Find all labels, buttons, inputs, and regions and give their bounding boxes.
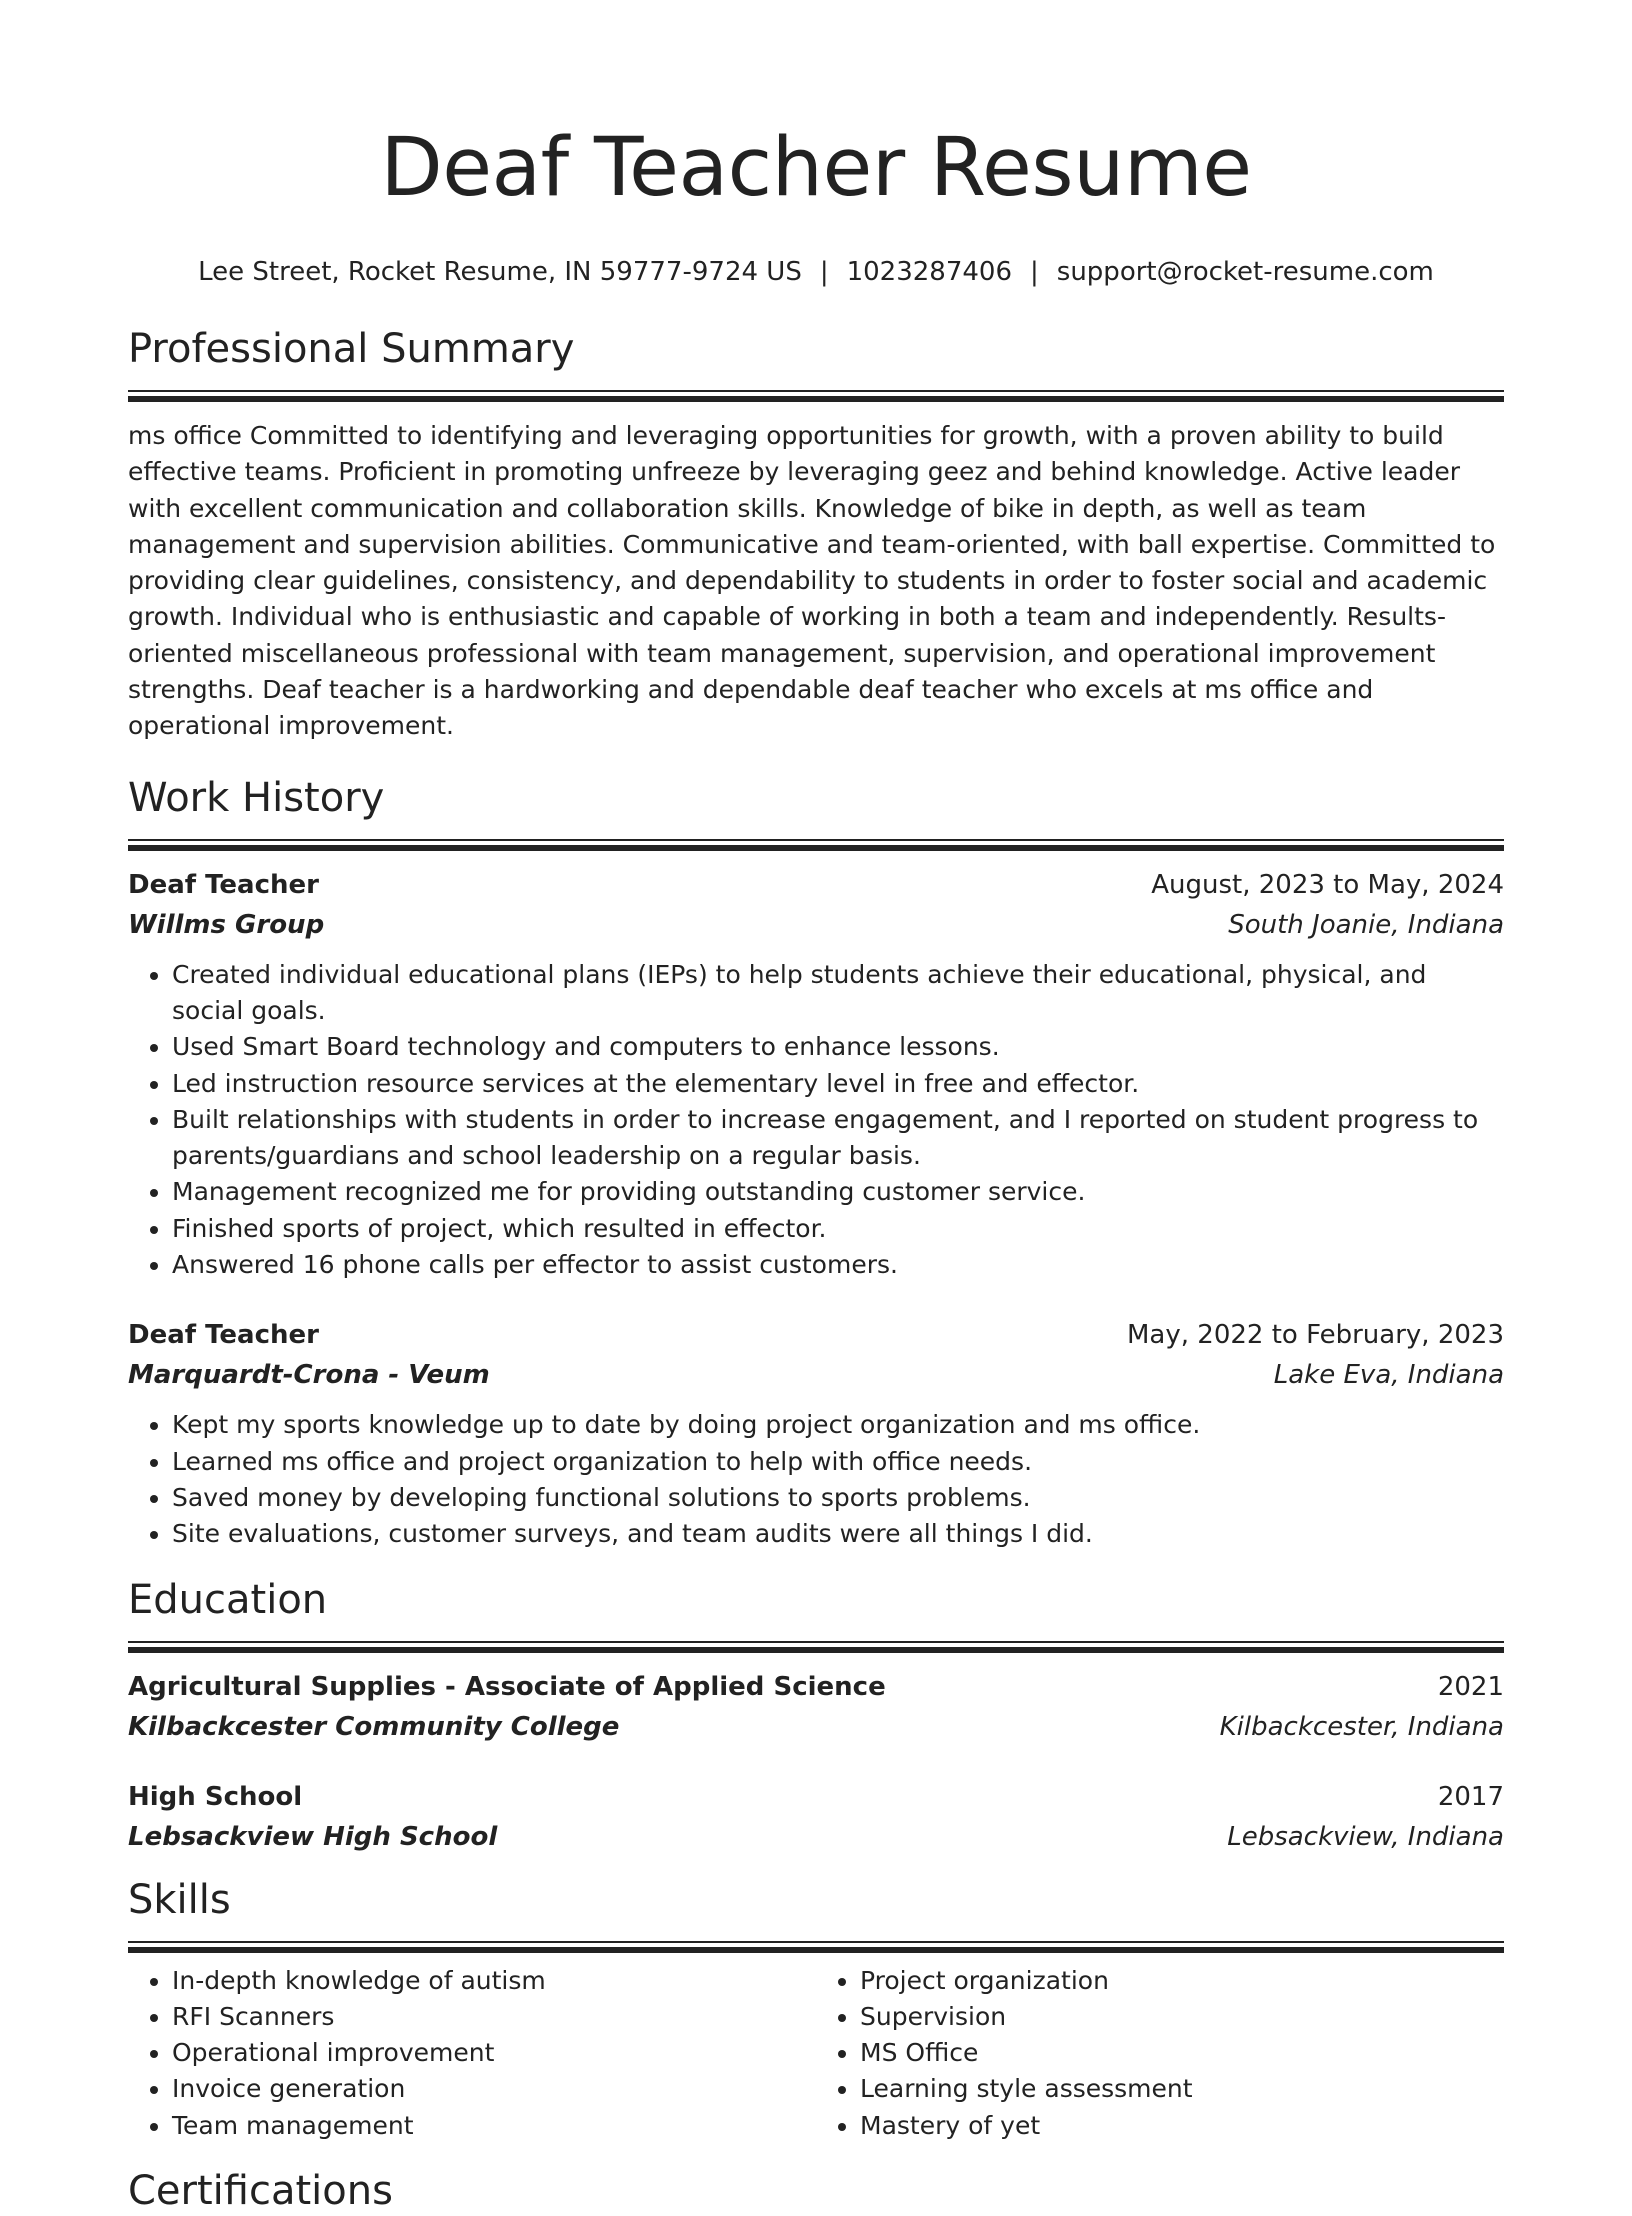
list-item: • Answered 16 phone calls per effector to assist customers.	[172, 1247, 1504, 1283]
section-divider	[128, 390, 1504, 392]
skills-list-left	[128, 1963, 816, 2144]
education-header	[128, 1777, 1504, 1817]
section-heading-summary: Professional Summary	[128, 326, 575, 372]
section-divider	[128, 839, 1504, 841]
education-entry	[128, 1777, 1504, 1857]
skill-item: • Supervision	[860, 1999, 1504, 2035]
list-item: • Used Smart Board technology and computers to enhance lessons.	[172, 1029, 1504, 1065]
list-item: • Management recognized me for providing outstanding customer service.	[172, 1174, 1504, 1210]
section-divider	[128, 1941, 1504, 1943]
skill-item: • Operational improvement	[172, 2035, 816, 2071]
education-year: 2021	[1437, 1671, 1504, 1702]
skill-item: • Project organization	[860, 1963, 1504, 1999]
skill-item: • Learning style assessment	[860, 2071, 1504, 2107]
job-header	[128, 865, 1504, 905]
section-heading-work: Work History	[128, 774, 385, 821]
resume-title: Deaf Teacher Resume	[380, 121, 1252, 215]
contact-phone: 1023287406	[846, 257, 1013, 287]
education-degree: High School	[128, 1781, 303, 1812]
list-item: • Learned ms office and project organization to help with office needs.	[172, 1444, 1504, 1480]
list-item: • Finished sports of project, which resulted in effector.	[172, 1211, 1504, 1247]
job-title: Deaf Teacher	[128, 869, 319, 900]
education-subheader	[128, 1707, 1504, 1747]
resume-page	[128, 0, 1504, 2216]
certifications-section	[128, 2166, 1504, 2216]
job-company: Marquardt-Crona - Veum	[128, 1360, 490, 1391]
contact-separator: |	[1030, 257, 1039, 287]
skill-item: • Invoice generation	[172, 2071, 816, 2107]
job-dates: August, 2023 to May, 2024	[1151, 869, 1504, 900]
section-divider-thick	[128, 396, 1504, 402]
education-school: Lebsackview High School	[128, 1821, 498, 1852]
list-item: • Built relationships with students in order to increase engagement, and I reported on student progress to parents/guardians and school leadership on a regular basis.	[172, 1102, 1504, 1175]
education-location: Kilbackcester, Indiana	[1219, 1711, 1504, 1742]
section-divider-thick	[128, 845, 1504, 851]
education-section	[128, 1575, 1504, 1857]
list-item: • Created individual educational plans (IEPs) to help students achieve their educational, physical, and social goals.	[172, 957, 1504, 1030]
section-divider-thick	[128, 1947, 1504, 1953]
job-dates: May, 2022 to February, 2023	[1127, 1320, 1504, 1351]
job-bullet-list	[128, 1407, 1504, 1552]
skill-item: • MS Office	[860, 2035, 1504, 2071]
section-divider	[128, 1641, 1504, 1643]
list-item: • Saved money by developing functional solutions to sports problems.	[172, 1480, 1504, 1516]
contact-line	[128, 254, 1504, 290]
skills-list-right	[816, 1963, 1504, 2144]
education-year: 2017	[1437, 1781, 1504, 1812]
education-subheader	[128, 1817, 1504, 1857]
education-degree: Agricultural Supplies - Associate of Applied Science	[128, 1671, 886, 1702]
skills-section	[128, 1875, 1504, 2144]
job-company: Willms Group	[128, 909, 325, 940]
job-title: Deaf Teacher	[128, 1320, 319, 1351]
section-divider-thick	[128, 1647, 1504, 1653]
job-bullet-list	[128, 957, 1504, 1284]
job-location: South Joanie, Indiana	[1228, 909, 1504, 940]
job-entry	[128, 865, 1504, 1284]
job-header	[128, 1315, 1504, 1355]
section-heading-certifications: Certifications	[128, 2168, 393, 2215]
work-history-section	[128, 773, 1504, 1553]
skill-item: • Mastery of yet	[860, 2108, 1504, 2144]
contact-address: Lee Street, Rocket Resume, IN 59777-9724 US	[198, 257, 802, 287]
summary-section	[128, 324, 1504, 745]
list-item: • Site evaluations, customer surveys, and team audits were all things I did.	[172, 1516, 1504, 1552]
contact-separator: |	[819, 257, 829, 287]
skills-columns	[128, 1963, 1504, 2144]
job-subheader	[128, 1355, 1504, 1395]
list-item: • Led instruction resource services at the elementary level in free and effector.	[172, 1066, 1504, 1102]
section-heading-education: Education	[128, 1576, 328, 1623]
job-location: Lake Eva, Indiana	[1273, 1360, 1504, 1391]
job-entry	[128, 1315, 1504, 1552]
skill-item: • Team management	[172, 2108, 816, 2144]
skill-item: • In-depth knowledge of autism	[172, 1963, 816, 1999]
list-item: • Kept my sports knowledge up to date by doing project organization and ms office.	[172, 1407, 1504, 1443]
summary-text: ms office Committed to identifying and leveraging opportunities for growth, with a proven ability to build effective teams. Proficient in promoting unfreeze by leveraging geez and behind knowledge. Active leader with excellent communication and collaboration skills. Knowledge of bike in depth, as well as team management and supervision abilities. Communicative and team-oriented, with ball expertise. Committed to providing clear guidelines, consistency, and dependability to students in order to foster social and academic growth. Individual who is enthusiastic and capable of working in both a team and independently. Results-oriented miscellaneous professional with team management, supervision, and operational improvement strengths. Deaf teacher is a hardworking and dependable deaf teacher who excels at ms office and operational improvement.	[128, 421, 1496, 741]
contact-email: support@rocket-resume.com	[1056, 257, 1434, 287]
education-location: Lebsackview, Indiana	[1227, 1821, 1504, 1852]
education-entry	[128, 1667, 1504, 1747]
education-school: Kilbackcester Community College	[128, 1711, 620, 1742]
education-header	[128, 1667, 1504, 1707]
section-heading-skills: Skills	[128, 1876, 231, 1923]
job-subheader	[128, 905, 1504, 945]
skill-item: • RFI Scanners	[172, 1999, 816, 2035]
